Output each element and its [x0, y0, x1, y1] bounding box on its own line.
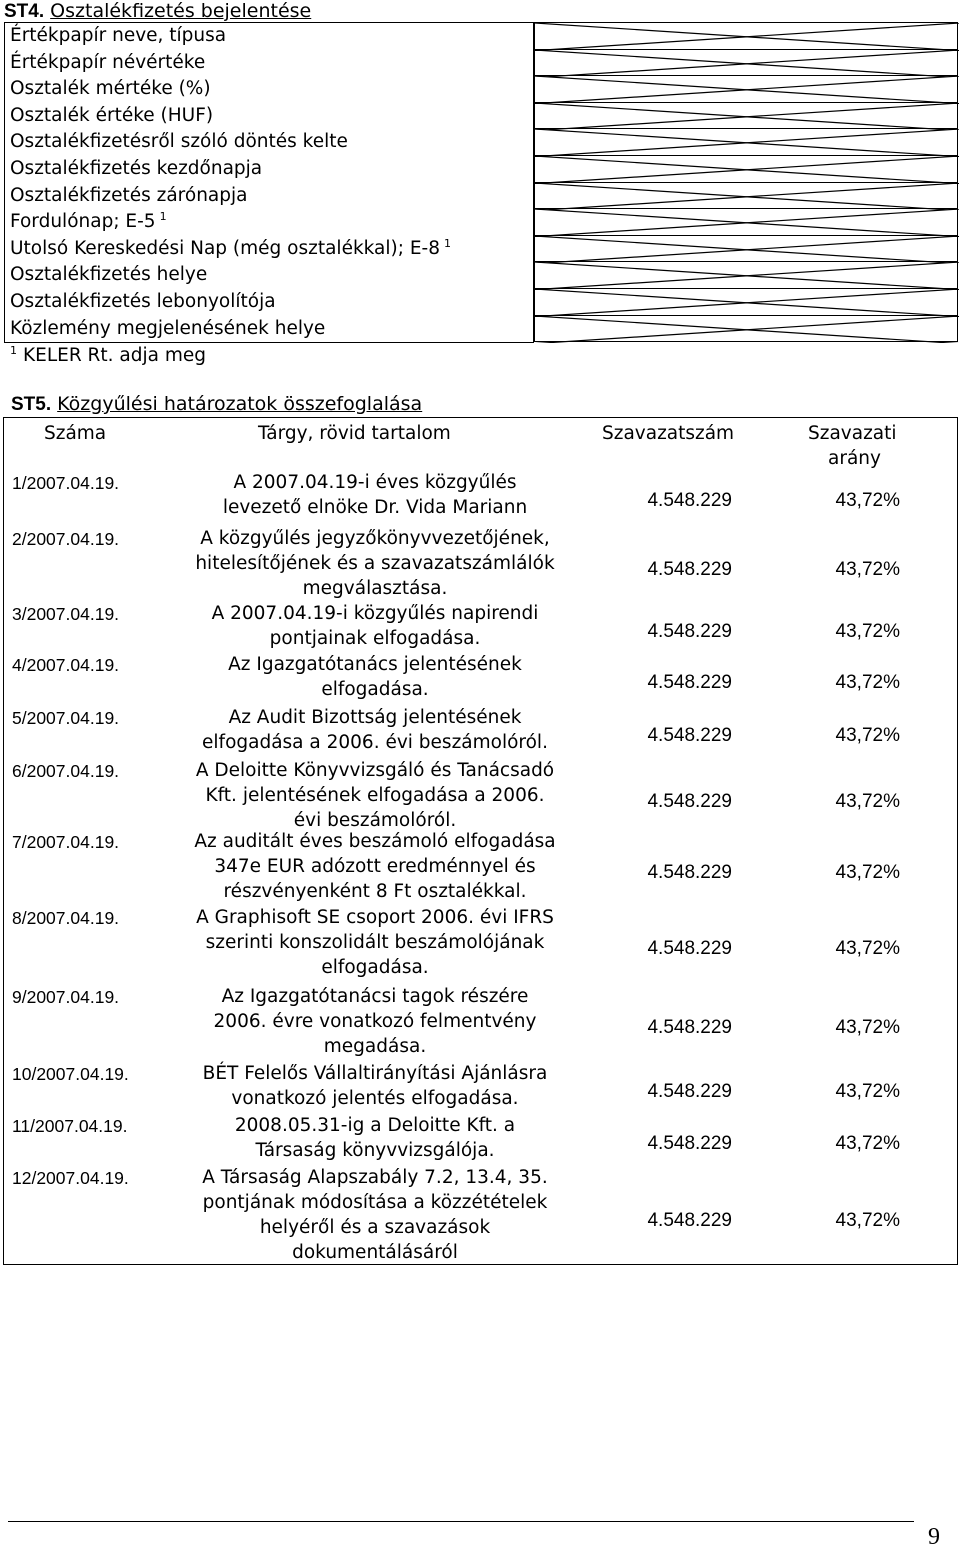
resolution-number: 6/2007.04.19. — [12, 761, 120, 781]
cross-out-icon — [535, 129, 959, 157]
st5-code: ST5. — [11, 394, 52, 415]
st4-field-label-text: Osztalékfizetés helye — [10, 264, 208, 286]
cross-out-icon — [535, 183, 959, 211]
vote-ratio: 43,72% — [835, 621, 900, 642]
resolutions-table — [3, 417, 958, 1265]
st4-field-label-text: Osztalékfizetés zárónapja — [10, 184, 248, 206]
st4-field-note: 1 — [444, 236, 451, 250]
vote-ratio: 43,72% — [835, 790, 900, 812]
st4-field-label — [10, 262, 207, 288]
st4-field-label-text: Osztalékfizetésről szóló döntés kelte — [10, 131, 348, 153]
cross-out-icon — [535, 209, 959, 237]
resolution-subject: A 2007.04.19-i közgyűlés napirendi pontjainak elfogadása. — [211, 603, 539, 649]
st4-value-cell-crossed — [534, 22, 958, 50]
resolution-subject: A 2007.04.19-i éves közgyűlés levezető elnöke Dr. Vida Mariann — [222, 472, 528, 518]
vote-ratio: 43,72% — [835, 937, 900, 959]
table-row — [4, 758, 956, 829]
st4-field-label — [10, 316, 325, 342]
st4-field-label — [10, 183, 247, 209]
st4-field-label — [10, 50, 205, 76]
cross-out-icon — [535, 103, 959, 131]
resolution-subject: Az Igazgatótanácsi tagok részére 2006. évre vonatkozó felmentvény megadása. — [213, 986, 537, 1057]
st4-field-label — [10, 236, 451, 264]
resolution-subject: A Társaság Alapszabály 7.2, 13.4, 35. pontjának módosítása a közzétételek helyéről és a szavazások dokumentálásáról — [202, 1167, 548, 1263]
footnote-text: KELER Rt. adja meg — [23, 345, 207, 366]
page-number: 9 — [928, 1524, 940, 1550]
st4-field-label — [10, 129, 348, 155]
st4-field-label — [10, 76, 211, 102]
cross-out-icon — [535, 76, 959, 104]
st4-value-cell-crossed — [534, 155, 958, 183]
st4-field-label-text: Értékpapír neve, típusa — [10, 25, 227, 46]
cross-out-icon — [535, 156, 959, 184]
resolution-subject: BÉT Felelős Vállaltirányítási Ajánlásra vonatkozó jelentés elfogadása. — [202, 1063, 548, 1109]
table-row — [4, 905, 956, 984]
st4-value-cell-crossed — [534, 208, 958, 236]
resolution-number: 5/2007.04.19. — [12, 708, 120, 728]
st4-value-cell-crossed — [534, 75, 958, 103]
vote-ratio: 43,72% — [835, 672, 900, 693]
cross-out-icon — [535, 23, 959, 51]
cross-out-icon — [535, 316, 959, 344]
cross-out-icon — [535, 236, 959, 264]
vote-count: 4.548.229 — [647, 861, 732, 883]
resolution-subject: A Graphisoft SE csoport 2006. évi IFRS szerinti konszolidált beszámolójának elfogadása. — [196, 907, 554, 978]
resolution-number: 3/2007.04.19. — [12, 604, 120, 624]
footer-rule — [8, 1521, 914, 1522]
header-ratio-line1: Szavazati — [808, 423, 897, 444]
st4-field-label-text: Fordulónap; E-5 — [10, 211, 156, 233]
st4-value-cell-crossed — [534, 235, 958, 263]
st4-value-cell-crossed — [534, 315, 958, 343]
st4-field-label — [10, 23, 226, 49]
vote-count: 4.548.229 — [647, 1133, 732, 1154]
st4-value-cell-crossed — [534, 182, 958, 210]
st4-field-label-text: Osztalékfizetés lebonyolítója — [10, 291, 276, 312]
st4-footnote — [10, 344, 206, 370]
table-row — [4, 1113, 956, 1165]
resolution-subject: A Deloitte Könyvvizsgáló és Tanácsadó Kft. jelentésének elfogadása a 2006. évi beszámolóról. — [195, 760, 555, 831]
vote-count: 4.548.229 — [647, 725, 732, 746]
st4-field-label — [10, 156, 262, 182]
table-row — [4, 470, 956, 526]
resolution-number: 4/2007.04.19. — [12, 655, 120, 675]
vote-count: 4.548.229 — [647, 672, 732, 693]
vote-count: 4.548.229 — [647, 937, 732, 959]
vote-count: 4.548.229 — [647, 558, 732, 580]
st4-field-note: 1 — [159, 210, 167, 224]
table-row — [4, 829, 956, 905]
vote-ratio: 43,72% — [835, 1133, 900, 1154]
st4-value-cell-crossed — [534, 128, 958, 156]
vote-ratio: 43,72% — [835, 1210, 900, 1231]
header-subject: Tárgy, rövid tartalom — [258, 423, 451, 444]
resolution-subject: 2008.05.31-ig a Deloitte Kft. a Társaság könyvvizsgálója. — [234, 1115, 516, 1161]
table-row — [4, 601, 956, 652]
st5-heading — [11, 392, 422, 417]
st4-field-label-text: Osztalékfizetés kezdőnapja — [10, 158, 263, 179]
resolution-number: 10/2007.04.19. — [12, 1064, 129, 1084]
st4-value-cell-crossed — [534, 288, 958, 316]
vote-ratio: 43,72% — [835, 490, 900, 511]
st4-field-label-text: Közlemény megjelenésének helye — [10, 317, 326, 339]
cross-out-icon — [535, 289, 959, 317]
vote-ratio: 43,72% — [835, 861, 900, 883]
st5-title: Közgyűlési határozatok összefoglalása — [57, 393, 423, 415]
vote-count: 4.548.229 — [647, 621, 732, 642]
st4-value-cell-crossed — [534, 49, 958, 77]
st4-value-cell-crossed — [534, 261, 958, 289]
table-row — [4, 526, 956, 601]
vote-ratio: 43,72% — [835, 558, 900, 580]
resolution-number: 2/2007.04.19. — [12, 529, 120, 549]
resolution-subject: Az Audit Bizottság jelentésének elfogadása a 2006. évi beszámolóról. — [202, 707, 548, 753]
vote-count: 4.548.229 — [647, 1016, 732, 1038]
st4-field-label — [10, 103, 213, 129]
resolution-subject: Az auditált éves beszámoló elfogadása 347e EUR adózott eredménnyel és részvényenként 8 Ft osztalékkal. — [194, 831, 556, 902]
resolution-number: 1/2007.04.19. — [12, 473, 120, 493]
resolution-number: 8/2007.04.19. — [12, 908, 120, 928]
table-row — [4, 1061, 956, 1113]
resolution-number: 9/2007.04.19. — [12, 987, 120, 1007]
vote-count: 4.548.229 — [647, 490, 732, 511]
header-votes: Szavazatszám — [602, 423, 735, 444]
vote-ratio: 43,72% — [835, 725, 900, 746]
vote-ratio: 43,72% — [835, 1081, 900, 1102]
resolution-subject: Az Igazgatótanács jelentésének elfogadása. — [228, 654, 522, 700]
st4-field-label-text: Osztalék értéke (HUF) — [10, 104, 214, 126]
st4-field-label-text: Értékpapír névértéke — [10, 51, 206, 73]
table-row — [4, 652, 956, 705]
st4-code: ST4. — [4, 1, 45, 22]
vote-count: 4.548.229 — [647, 1210, 732, 1231]
table-row — [4, 1165, 956, 1265]
cross-out-icon — [535, 50, 959, 78]
st4-value-cell-crossed — [534, 102, 958, 130]
vote-count: 4.548.229 — [647, 790, 732, 812]
st4-field-label — [10, 209, 167, 237]
resolution-number: 11/2007.04.19. — [12, 1116, 128, 1136]
st4-field-label-text: Osztalék mértéke (%) — [10, 78, 211, 100]
table-row — [4, 984, 956, 1061]
resolution-number: 7/2007.04.19. — [12, 832, 120, 852]
header-number: Száma — [44, 423, 107, 444]
table-row — [4, 705, 956, 758]
st4-field-label-text: Utolsó Kereskedési Nap (még osztalékkal); E-8 — [10, 237, 440, 259]
resolution-subject: A közgyűlés jegyzőkönyvvezetőjének, hitelesítőjének és a szavazatszámlálók megválasztása. — [195, 528, 555, 599]
vote-count: 4.548.229 — [647, 1081, 732, 1102]
st4-title: Osztalékfizetés bejelentése — [50, 0, 312, 22]
footnote-mark: 1 — [10, 344, 17, 357]
st4-field-label — [10, 289, 276, 315]
vote-ratio: 43,72% — [835, 1016, 900, 1038]
resolution-number: 12/2007.04.19. — [12, 1168, 129, 1188]
st4-heading — [4, 0, 311, 23]
header-ratio-line2: arány — [828, 448, 881, 469]
cross-out-icon — [535, 262, 959, 290]
